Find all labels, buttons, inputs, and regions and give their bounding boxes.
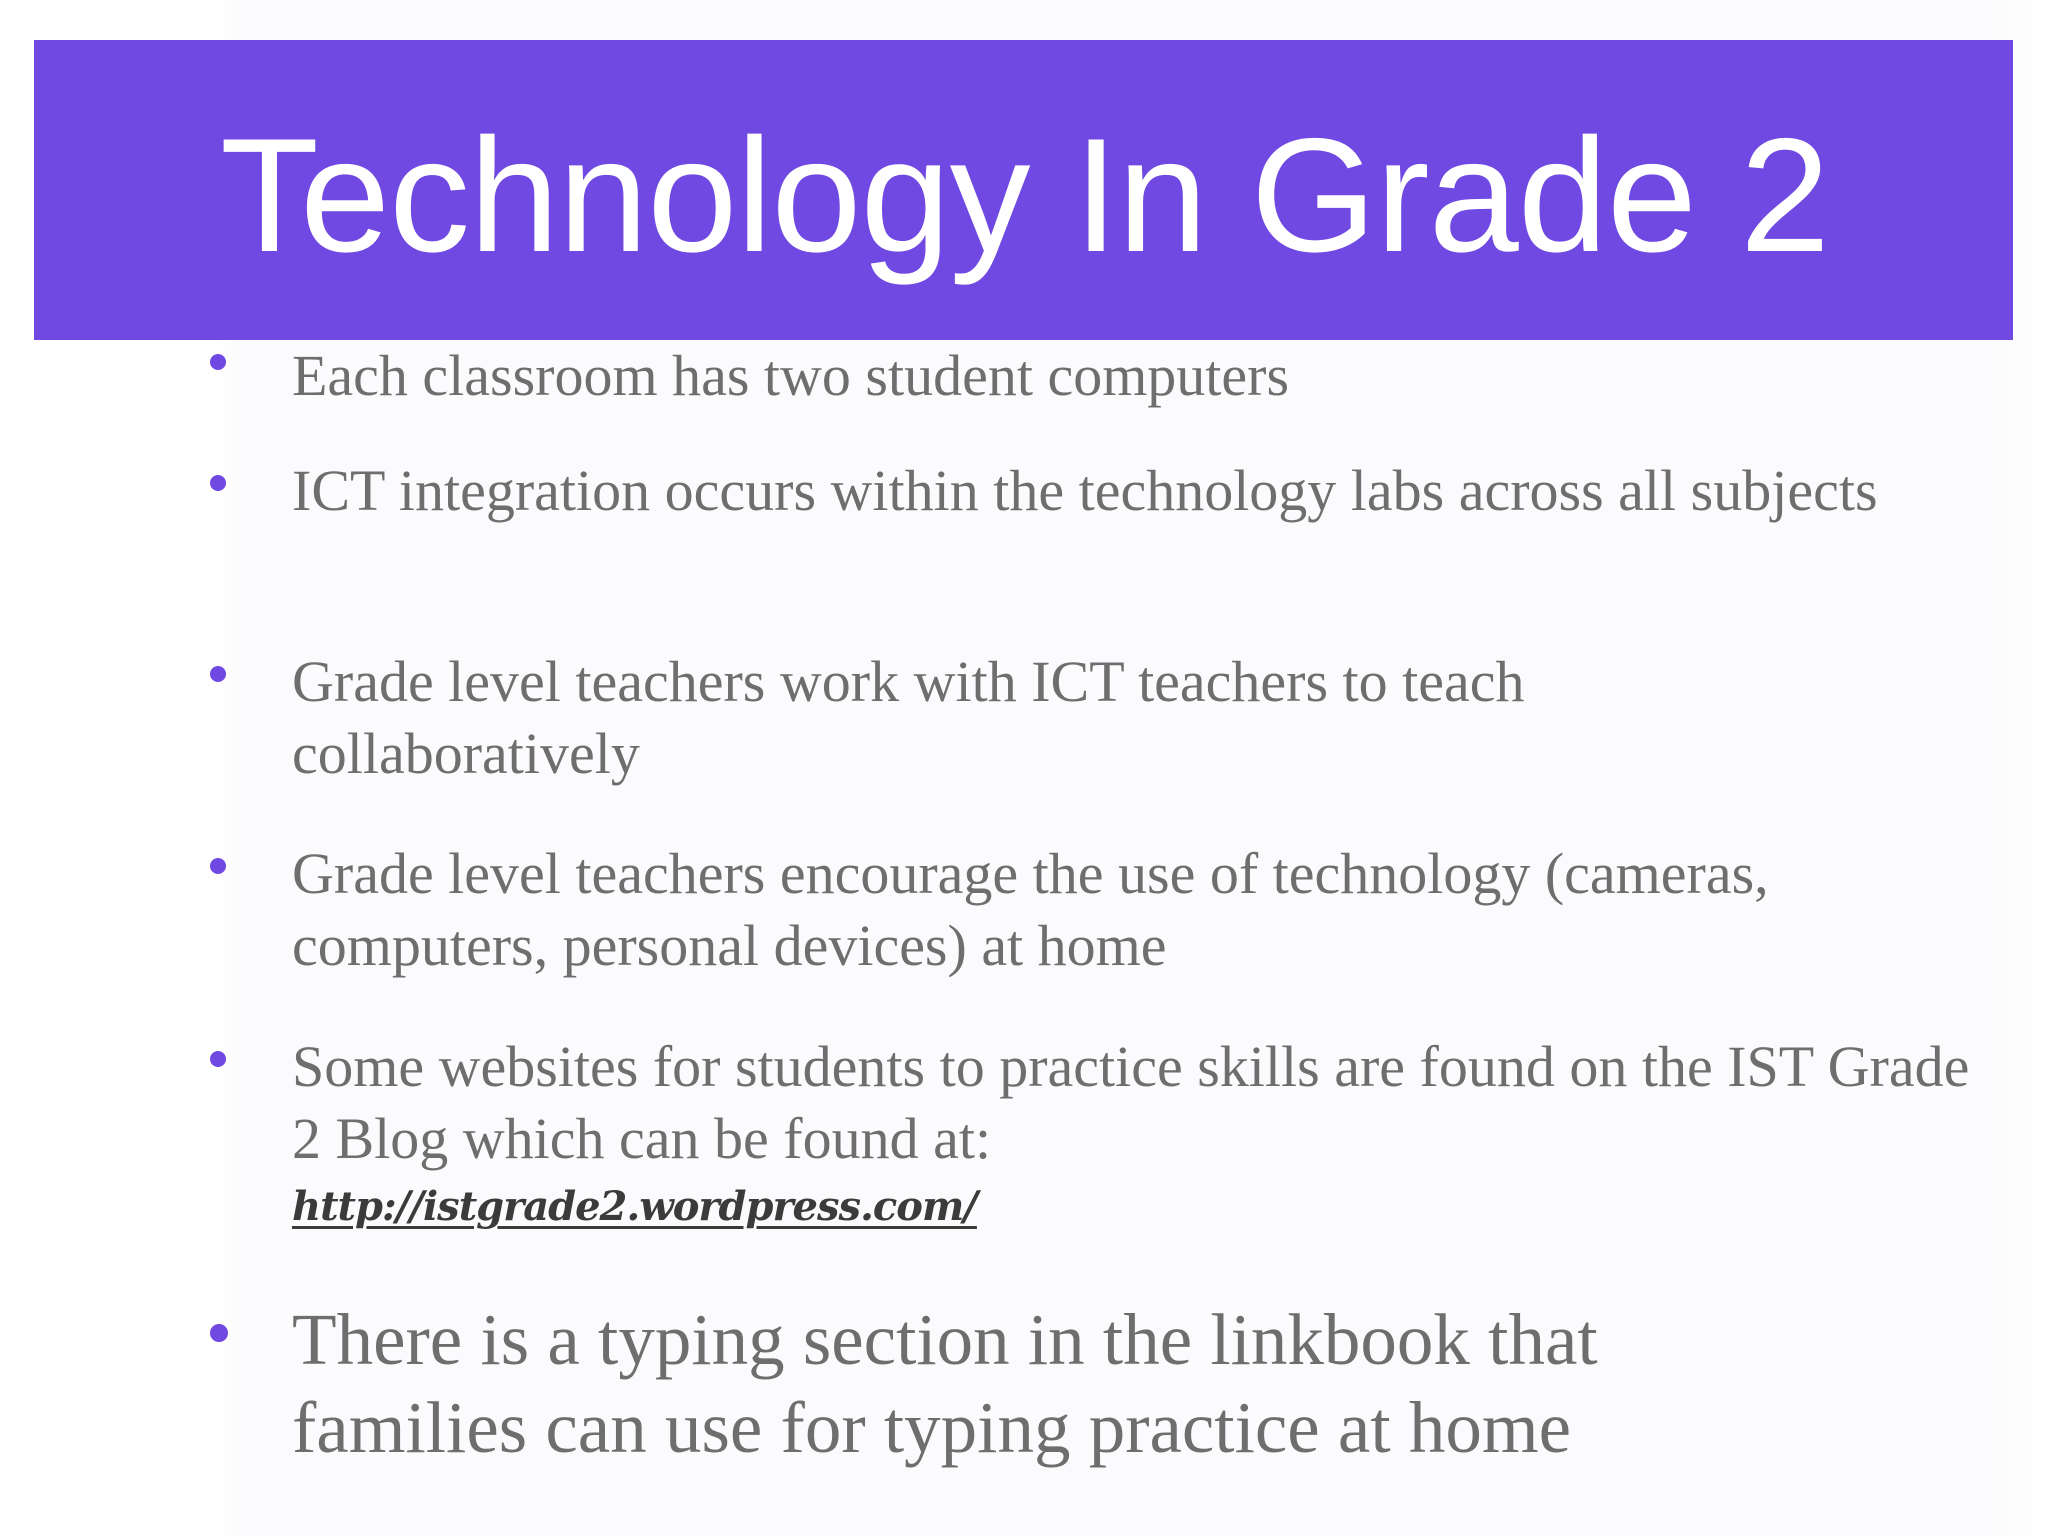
bullet-dot-icon: [210, 1324, 228, 1342]
slide-title: Technology In Grade 2: [220, 105, 1830, 286]
bullet-dot-icon: [210, 475, 226, 491]
bullet-dot-icon: [210, 1051, 226, 1067]
bullet-text: Each classroom has two student computers: [292, 343, 1290, 408]
bullet-text: There is a typing section in the linkbook that families can use for typing practice at home: [292, 1299, 1598, 1468]
bullet-text: ICT integration occurs within the technology labs across all subjects: [292, 458, 1878, 523]
bullet-text-block: [292, 1031, 2012, 1237]
bullet-text: Some websites for students to practice skills are found on the IST Grade 2 Blog which can be found at:: [292, 1034, 1970, 1171]
bullet-dot-icon: [210, 666, 226, 682]
bullet-dot-icon: [210, 858, 226, 874]
bullet-dot-icon: [210, 354, 226, 370]
bullet-text: Grade level teachers work with ICT teachers to teach collaboratively: [292, 649, 1525, 786]
blog-link[interactable]: http://istgrade2.wordpress.com/: [292, 1183, 977, 1230]
bullet-text: Grade level teachers encourage the use of technology (cameras, computers, personal devices) at home: [292, 841, 1769, 978]
